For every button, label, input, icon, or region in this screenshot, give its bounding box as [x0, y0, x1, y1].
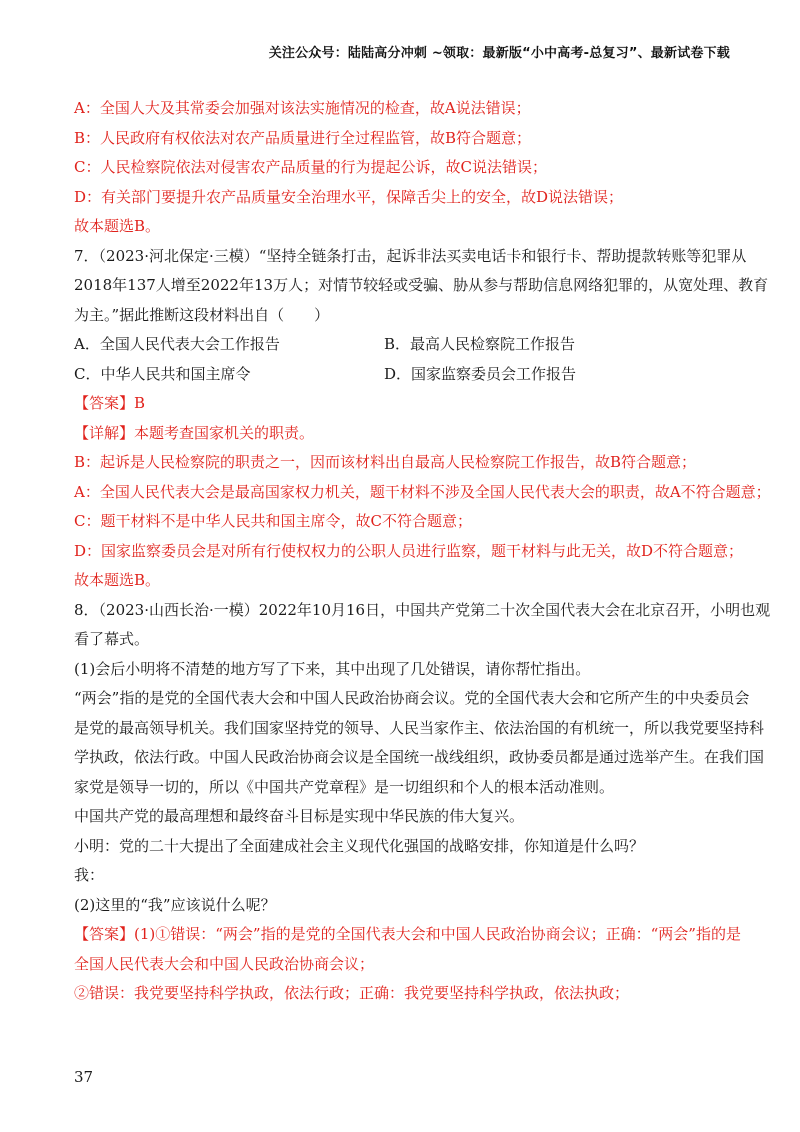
question-8-line: 我： — [74, 866, 105, 884]
analysis-line: B：人民政府有权依法对农产品质量进行全过程监管，故B符合题意； — [74, 128, 532, 147]
analysis-line: D：国家监察委员会是对所有行使权权力的公职人员进行监察，题干材料与此无关，故D不符合题意； — [74, 541, 744, 560]
option-a: A．全国人民代表大会工作报告 — [74, 335, 280, 353]
answer-line: ②错误：我党要坚持科学执政，依法行政；正确：我党要坚持科学执政，依法执政； — [74, 984, 630, 1002]
question-8-line: 8．（2023·山西长治·一模）2022年10月16日，中国共产党第二十次全国代表大会在北京召开，小明也观 — [74, 600, 771, 619]
question-7-line: 7．（2023·河北保定·三模）“坚持全链条打击，起诉非法买卖电话卡和银行卡、帮助提款转账等犯罪从 — [74, 246, 747, 265]
conclusion-line: 故本题选B。 — [74, 217, 161, 235]
question-8-line: “两会”指的是党的全国代表大会和中国人民政治协商会议。党的全国代表大会和它所产生的中央委员会 — [74, 689, 750, 707]
answer-text: (1)①错误：“两会”指的是党的全国代表大会和中国人民政治协商会议；正确：“两会”指的是 — [134, 925, 741, 943]
analysis-line: C：人民检察院依法对侵害农产品质量的行为提起公诉，故C说法错误； — [74, 158, 547, 176]
option-c: C．中华人民共和国主席令 — [74, 364, 251, 383]
options-row — [74, 364, 730, 384]
analysis-line: D：有关部门要提升农产品质量安全治理水平，保障舌尖上的安全，故D说法错误； — [74, 187, 624, 206]
option-d: D．国家监察委员会工作报告 — [384, 364, 577, 383]
options-row — [74, 334, 730, 354]
question-8-line: 是党的最高领导机关。我们国家坚持党的领导、人民当家作主、依法治国的有机统一，所以我党要坚持科 — [74, 718, 765, 737]
question-8-line: 家党是领导一切的，所以《中国共产党章程》是一切组织和个人的根本活动准则。 — [74, 777, 615, 796]
analysis-line: A：全国人民代表大会是最高国家权力机关，题干材料不涉及全国人民代表大会的职责，故A不符合题意； — [74, 482, 771, 501]
question-8-line: (1)会后小明将不清楚的地方写了下来，其中出现了几处错误，请你帮忙指出。 — [74, 659, 591, 678]
analysis-line: C：题干材料不是中华人民共和国主席令，故C不符合题意； — [74, 512, 472, 530]
page-header: 关注公众号：陆陆高分冲刺 ~领取：最新版“小中高考-总复习”、最新试卷下载 — [268, 46, 730, 61]
question-8-line: (2)这里的“我”应该说什么呢？ — [74, 895, 276, 914]
answer-line: 全国人民代表大会和中国人民政治协商会议； — [74, 954, 375, 973]
question-8-line: 看了幕式。 — [74, 630, 150, 648]
answer-line — [74, 924, 741, 944]
answer-label: 【答案】 — [74, 925, 135, 943]
question-8-line: 学执政，依法行政。中国人民政治协商会议是全国统一战线组织，政协委员都是通过选举产生。在我们国 — [74, 748, 765, 766]
conclusion-line: 故本题选B。 — [74, 571, 161, 589]
analysis-line: A：全国人大及其常委会加强对该法实施情况的检查，故A说法错误； — [74, 99, 531, 117]
question-8-line: 中国共产党的最高理想和最终奋斗目标是实现中华民族的伟大复兴。 — [74, 807, 525, 825]
detail-label: 【详解】本题考查国家机关的职责。 — [74, 423, 315, 442]
question-7-line: 为主。”据此推断这段材料出自（ ） — [74, 305, 330, 324]
option-b: B．最高人民检察院工作报告 — [384, 335, 576, 353]
question-7-line: 2018年137人增至2022年13万人；对情节较轻或受骗、胁从参与帮助信息网络犯罪的，从宽处理、教育 — [74, 276, 769, 294]
page-number: 37 — [74, 1068, 94, 1086]
document-body — [74, 98, 771, 1013]
analysis-line: B：起诉是人民检察院的职责之一，因而该材料出自最高人民检察院工作报告，故B符合题意； — [74, 453, 697, 471]
answer-label: 【答案】B — [74, 394, 146, 412]
question-8-line: 小明：党的二十大提出了全面建成社会主义现代化强国的战略安排，你知道是什么吗？ — [74, 836, 645, 855]
